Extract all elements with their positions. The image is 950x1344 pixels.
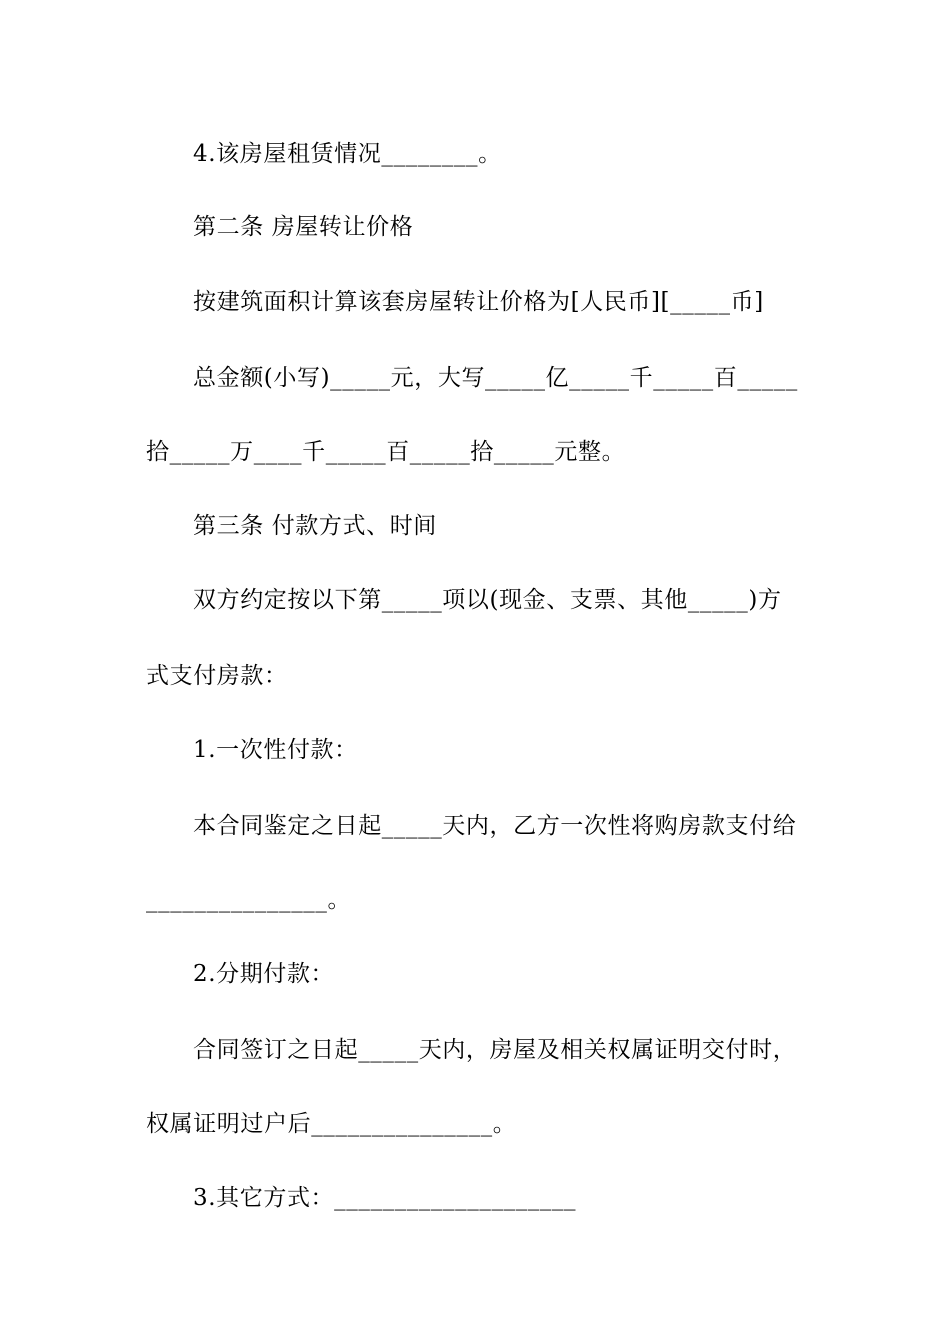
lump-sum-heading: 1.一次性付款： [193, 737, 358, 763]
lump-sum-payee: _______________。 [146, 887, 352, 913]
price-basis-text: 按建筑面积计算该套房屋转让价格为[人民币][_____币] [193, 289, 764, 315]
article-two-heading: 第二条 房屋转让价格 [193, 214, 414, 240]
installment-heading: 2.分期付款： [193, 961, 335, 987]
article-three-heading: 第三条 付款方式、时间 [193, 513, 437, 539]
rental-status-clause: 4.该房屋租赁情况________。 [193, 141, 502, 167]
total-amount-text: 总金额(小写)_____元，大写_____亿_____千_____百_____ [193, 365, 798, 391]
payment-method-continuation: 式支付房款： [146, 663, 288, 689]
payment-method-text: 双方约定按以下第_____项以(现金、支票、其他_____)方 [193, 587, 782, 613]
total-amount-continuation: 拾_____万____千_____百_____拾_____元整。 [146, 439, 626, 465]
installment-continuation: 权属证明过户后_______________。 [146, 1111, 517, 1137]
installment-text: 合同签订之日起_____天内，房屋及相关权属证明交付时， [193, 1037, 797, 1063]
other-method-text: 3.其它方式：____________________ [193, 1185, 577, 1211]
lump-sum-text: 本合同鉴定之日起_____天内，乙方一次性将购房款支付给 [193, 813, 797, 839]
